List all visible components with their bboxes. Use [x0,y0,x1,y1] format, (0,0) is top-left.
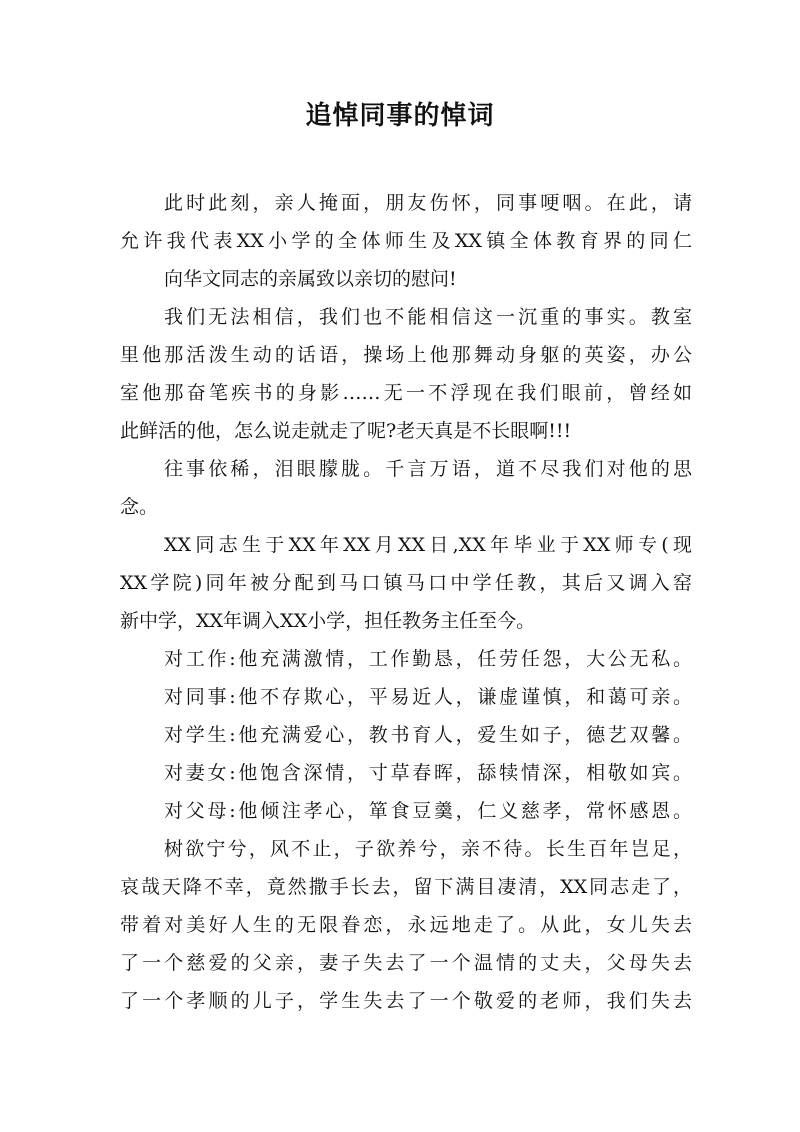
body-line: 了一个孝顺的儿子，学生失去了一个敬爱的老师，我们失去 [120,990,692,1012]
body-line: XX同志生于XX年XX月XX日,XX年毕业于XX师专(现 [164,534,692,556]
body-line: 对妻女:他饱含深情，寸草春晖，舔犊情深，相敬如宾。 [164,762,692,784]
body-line: 了一个慈爱的父亲，妻子失去了一个温情的丈夫，父母失去 [120,952,692,974]
body-line: XX学院)同年被分配到马口镇马口中学任教，其后又调入窑 [120,572,692,594]
body-line: 新中学，XX年调入XX小学，担任教务主任至今。 [120,610,536,632]
body-line: 对工作:他充满激情，工作勤恳，任劳任怨，大公无私。 [164,648,692,670]
body-line: 念。 [120,496,159,518]
body-line: 此时此刻，亲人掩面，朋友伤怀，同事哽咽。在此，请 [164,192,692,214]
body-line: 对同事:他不存欺心，平易近人，谦虚谨慎，和蔼可亲。 [164,686,692,708]
body-line: 往事依稀，泪眼朦胧。千言万语，道不尽我们对他的思 [164,458,692,480]
body-line: 哀哉天降不幸，竟然撒手长去，留下满目凄清，XX同志走了， [120,876,692,898]
body-line: 此鲜活的他，怎么说走就走了呢?老天真是不长眼啊!!! [120,420,572,442]
body-line: 树欲宁兮，风不止，子欲养兮，亲不待。长生百年岂足， [164,838,692,860]
body-line: 我们无法相信，我们也不能相信这一沉重的事实。教室 [164,306,692,328]
body-line: 带着对美好人生的无限眷恋，永远地走了。从此，女儿失去 [120,914,692,936]
document-title: 追悼同事的悼词 [305,101,495,131]
body-line: 向华文同志的亲属致以亲切的慰问! [164,268,457,290]
body-line: 对学生:他充满爱心，教书育人，爱生如子，德艺双馨。 [164,724,692,746]
body-line: 室他那奋笔疾书的身影……无一不浮现在我们眼前，曾经如 [120,382,692,404]
body-line: 允许我代表XX小学的全体师生及XX镇全体教育界的同仁 [120,230,692,252]
body-line: 里他那活泼生动的话语，操场上他那舞动身躯的英姿，办公 [120,344,692,366]
body-line: 对父母:他倾注孝心，箪食豆羹，仁义慈孝，常怀感恩。 [164,800,692,822]
